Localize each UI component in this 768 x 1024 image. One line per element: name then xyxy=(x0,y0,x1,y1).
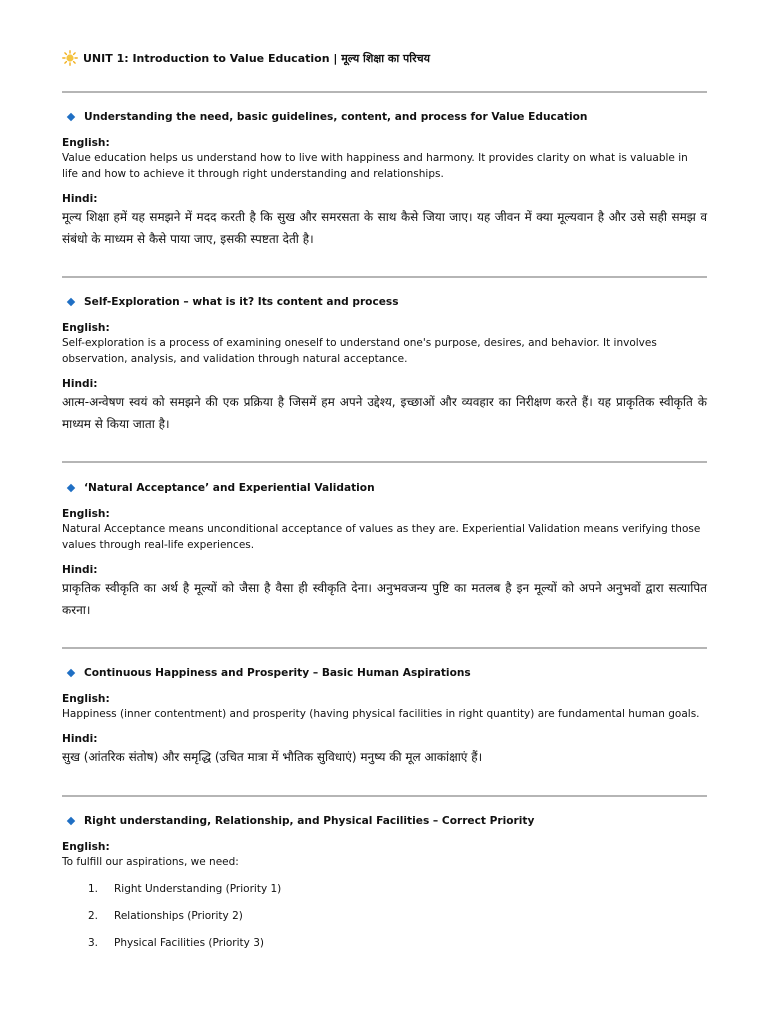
section-heading xyxy=(66,665,707,681)
hindi-label: Hindi: xyxy=(62,733,98,745)
english-text: To fulfill our aspirations, we need: xyxy=(62,856,239,868)
hindi-text: आत्म-अन्वेषण स्वयं को समझने की एक प्रक्रिया है जिसमें हम अपने उद्देश्य, इच्छाओं और व्यवहार का निरीक्षण करते हैं। यह प्राकृतिक स्वीकृति के माध्यम से किया जाता है। xyxy=(62,395,707,431)
english-text: Happiness (inner contentment) and prosperity (having physical facilities in right quantity) are fundamental human goals. xyxy=(62,708,700,720)
hindi-text: मूल्य शिक्षा हमें यह समझने में मदद करती है कि सुख और समरसता के साथ कैसे जिया जाए। यह जीवन में क्या मूल्यवान है और उसे सही समझ व संबंधो के माध्यम से कैसे पाया जाए, इसकी स्पष्टता देती है। xyxy=(62,210,707,246)
english-text: Natural Acceptance means unconditional acceptance of values as they are. Experiential Validation means verifying those values through real-life experiences. xyxy=(62,523,701,551)
section-heading-text: Understanding the need, basic guidelines, content, and process for Value Education xyxy=(84,111,588,123)
section-happiness-prosperity xyxy=(62,665,707,768)
diamond-bullet-icon xyxy=(67,669,75,677)
hindi-text: सुख (आंतरिक संतोष) और समृद्धि (उचित मात्रा में भौतिक सुविधाएं) मनुष्य की मूल आकांक्षाएं हैं। xyxy=(62,750,483,764)
english-text: Value education helps us understand how to live with happiness and harmony. It provides clarity on what is valuable in life and how to achieve it through right understanding and relationships. xyxy=(62,152,688,180)
unit-title xyxy=(62,50,430,66)
hindi-label: Hindi: xyxy=(62,193,98,205)
diamond-bullet-icon xyxy=(67,817,75,825)
section-divider xyxy=(62,461,707,463)
diamond-bullet-icon xyxy=(67,298,75,306)
list-text: Physical Facilities (Priority 3) xyxy=(114,937,264,949)
section-self-exploration xyxy=(62,294,707,435)
hindi-text: प्राकृतिक स्वीकृति का अर्थ है मूल्यों को जैसा है वैसा ही स्वीकृति देना। अनुभवजन्य पुष्टि का मतलब है इन मूल्यों को अपने अनुभवों द्वारा सत्यापित करना। xyxy=(62,581,707,617)
section-heading xyxy=(66,480,707,496)
diamond-bullet-icon xyxy=(67,484,75,492)
english-label: English: xyxy=(62,508,110,520)
section-heading xyxy=(66,294,707,310)
section-divider xyxy=(62,647,707,649)
list-text: Relationships (Priority 2) xyxy=(114,910,243,922)
list-number: 2. xyxy=(88,910,99,922)
section-heading-text: Right understanding, Relationship, and Physical Facilities – Correct Priority xyxy=(84,815,535,827)
section-heading xyxy=(66,813,707,829)
hindi-label: Hindi: xyxy=(62,564,98,576)
section-correct-priority xyxy=(62,813,707,870)
section-divider xyxy=(62,276,707,278)
list-text: Right Understanding (Priority 1) xyxy=(114,883,282,895)
list-item xyxy=(88,910,243,922)
list-item xyxy=(88,883,281,895)
english-text: Self-exploration is a process of examining oneself to understand one's purpose, desires, and behavior. It involves observation, analysis, and validation through natural acceptance. xyxy=(62,337,657,365)
section-divider xyxy=(62,91,707,93)
list-number: 1. xyxy=(88,883,99,895)
section-heading-text: Continuous Happiness and Prosperity – Basic Human Aspirations xyxy=(84,667,471,679)
unit-title-text: UNIT 1: Introduction to Value Education | मूल्य शिक्षा का परिचय xyxy=(83,51,431,65)
section-heading-text: ‘Natural Acceptance’ and Experiential Validation xyxy=(84,482,375,494)
english-label: English: xyxy=(62,693,110,705)
english-label: English: xyxy=(62,137,110,149)
section-value-education xyxy=(62,109,707,250)
english-label: English: xyxy=(62,322,110,334)
section-natural-acceptance xyxy=(62,480,707,621)
list-item xyxy=(88,937,264,949)
hindi-label: Hindi: xyxy=(62,378,98,390)
section-divider xyxy=(62,795,707,797)
section-heading-text: Self-Exploration – what is it? Its content and process xyxy=(84,296,399,308)
sun-icon xyxy=(62,50,78,66)
diamond-bullet-icon xyxy=(67,113,75,121)
list-number: 3. xyxy=(88,937,99,949)
section-heading xyxy=(66,109,707,125)
english-label: English: xyxy=(62,841,110,853)
